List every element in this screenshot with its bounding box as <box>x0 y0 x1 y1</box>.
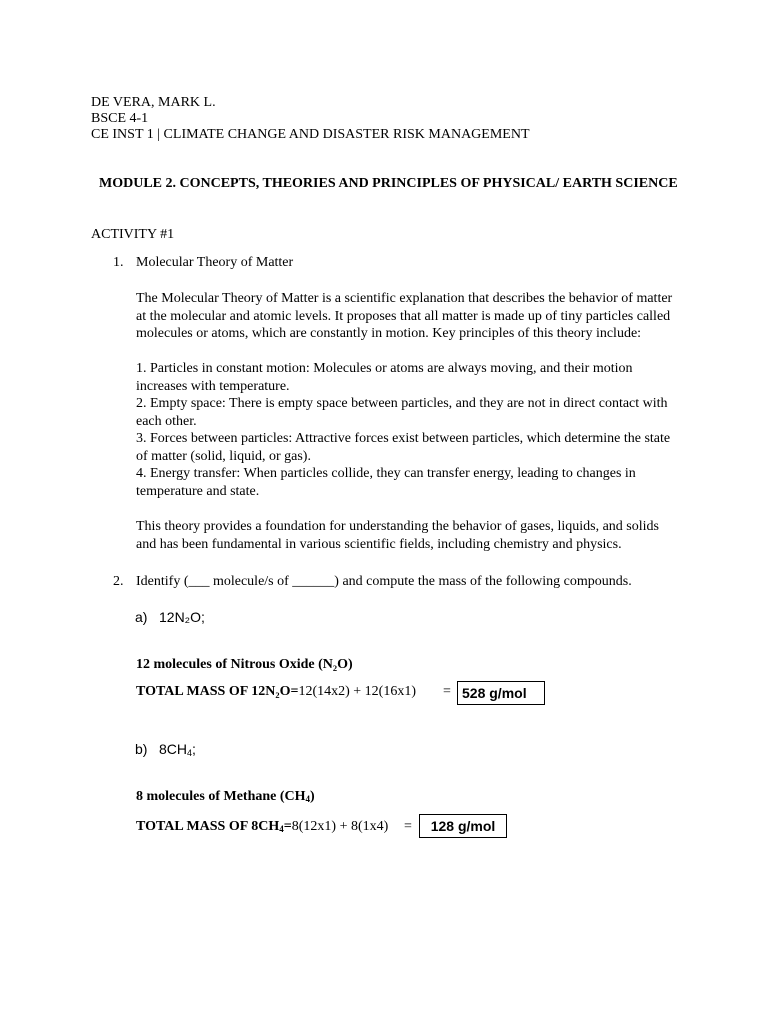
principle-4: 4. Energy transfer: When particles collide, they can transfer energy, leading to changes in temperature and state. <box>136 466 636 499</box>
module-title: MODULE 2. CONCEPTS, THEORIES AND PRINCIPLES OF PHYSICAL/ EARTH SCIENCE <box>99 176 678 191</box>
part-b-heading-sub: 4 <box>305 794 311 804</box>
item1-conclusion: This theory provides a foundation for understanding the behavior of gases, liquids, and solids and has been fundamental in various scientific fields, including chemistry and physics. <box>136 519 659 552</box>
part-a-mass-line <box>136 683 416 700</box>
item1-number: 1. <box>113 255 124 270</box>
principles-list <box>136 360 681 500</box>
part-a-answer-box <box>457 681 545 705</box>
activity-heading: ACTIVITY #1 <box>91 227 175 242</box>
student-name: DE VERA, MARK L. <box>91 95 216 110</box>
part-a-label: a) <box>135 609 148 625</box>
part-a-equals: = <box>443 684 451 699</box>
part-b-answer-box <box>419 814 507 838</box>
part-b-formula-base: 8CH <box>159 741 188 757</box>
part-b-label: b) <box>135 741 148 757</box>
part-b-mass-label-sub: 4 <box>279 824 284 834</box>
part-b-equals: = <box>404 819 412 834</box>
principle-2: 2. Empty space: There is empty space between particles, and they are not in direct contact with each other. <box>136 396 668 429</box>
student-section: BSCE 4-1 <box>91 111 149 126</box>
part-a-heading: 12 molecules of Nitrous Oxide (N₂O) <box>136 657 353 672</box>
part-b-mass-label-end: = <box>283 819 292 834</box>
item1-intro: The Molecular Theory of Matter is a scientific explanation that describes the behavior of matter at the molecular and atomic levels. It proposes that all matter is made up of tiny particles called molecules or atoms, which are constantly in motion. Key principles of this theory include: <box>136 291 673 341</box>
part-b-heading <box>136 788 315 805</box>
course-title: CE INST 1 | CLIMATE CHANGE AND DISASTER RISK MANAGEMENT <box>91 127 530 142</box>
part-b-heading-base: 8 molecules of Methane (CH <box>136 789 306 804</box>
item2-number: 2. <box>113 574 124 589</box>
part-b-mass-label-base: TOTAL MASS OF 8CH <box>136 819 280 834</box>
part-b-answer: 128 g/mol <box>430 818 496 834</box>
part-b-heading-end: ) <box>310 789 315 804</box>
part-b-formula-sub: 4 <box>187 748 193 758</box>
part-a-answer: 528 g/mol <box>462 685 527 701</box>
part-b-expression: 8(12x1) + 8(1x4) <box>291 819 389 834</box>
part-b-formula-end: ; <box>192 741 196 757</box>
part-a-formula: 12N₂O; <box>159 609 205 625</box>
part-a-expression: 12(14x2) + 12(16x1) <box>298 684 416 699</box>
item1-title: Molecular Theory of Matter <box>136 255 294 270</box>
principle-3: 3. Forces between particles: Attractive forces exist between particles, which determine the state of matter (solid, liquid, or gas). <box>136 431 671 464</box>
part-b-formula <box>159 741 196 758</box>
principle-1: 1. Particles in constant motion: Molecules or atoms are always moving, and their motion increases with temperature. <box>136 361 633 394</box>
part-b-mass-label <box>136 819 292 834</box>
item2-prompt: Identify (___ molecule/s of ______) and compute the mass of the following compounds. <box>136 574 632 589</box>
part-a-mass-label: TOTAL MASS OF 12N₂O= <box>136 684 299 699</box>
part-b-mass-line <box>136 818 388 835</box>
